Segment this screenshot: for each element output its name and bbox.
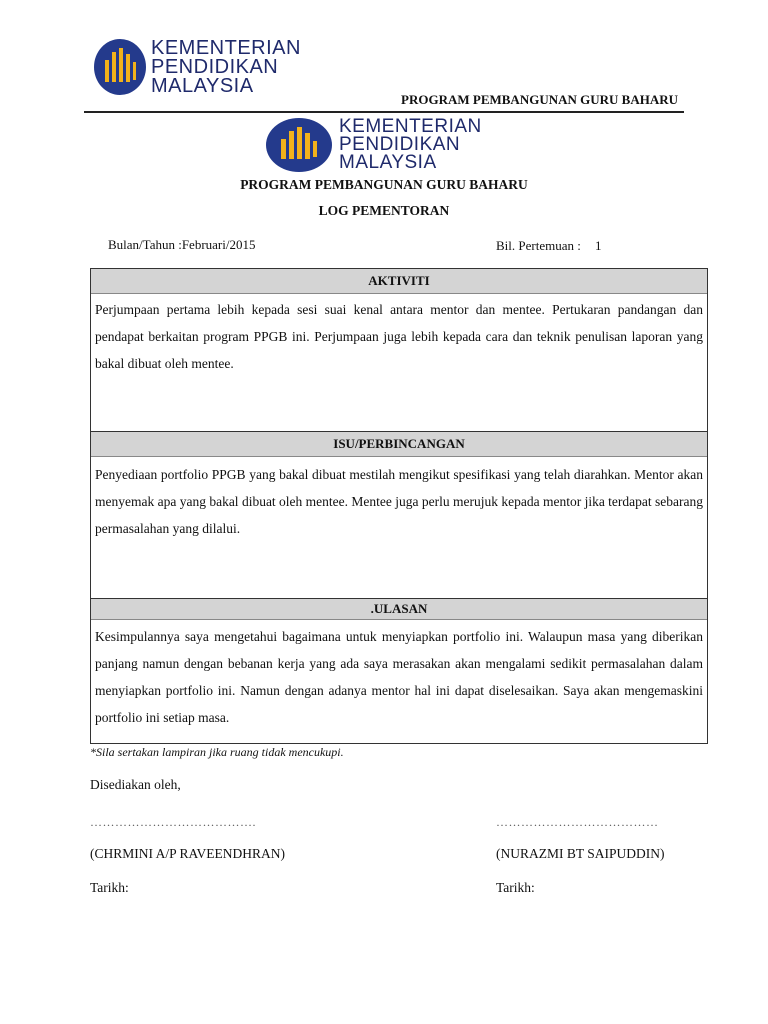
tarikh-left: Tarikh: bbox=[90, 880, 129, 895]
ulasan-section bbox=[90, 598, 708, 744]
logo-line-2: PENDIDIKAN bbox=[151, 55, 279, 78]
bil-pertemuan-value: 1 bbox=[595, 238, 602, 253]
logo-line-2: PENDIDIKAN bbox=[339, 133, 461, 155]
form-subtitle: LOG PEMENTORAN bbox=[318, 203, 450, 218]
logo-line-3: MALAYSIA bbox=[151, 74, 254, 97]
aktiviti-section bbox=[90, 268, 708, 432]
signature-line-left: …………………………………. bbox=[90, 815, 256, 829]
isu-body: Penyediaan portfolio PPGB yang bakal dibuat mestilah mengikut spesifikasi yang telah diarahkan. Mentor akan menyemak apa yang bakal dibuat oleh mentee. Mentee juga perlu merujuk kepada mentor jika terdapat sebarang permasalahan yang dilalui. bbox=[95, 467, 704, 536]
ulasan-body: Kesimpulannya saya mengetahui bagaimana untuk menyiapkan portfolio ini. Walaupun masa yang diberikan panjang namun dengan bebanan kerja yang ada saya merasakan akan mengalami sedikit permasalahan dalam menyiapkan portfolio ini. Namun dengan adanya mentor hal ini dapat diselesaikan. Saya akan mengemaskini portfolio ini setiap masa. bbox=[95, 629, 703, 725]
isu-heading: ISU/PERBINCANGAN bbox=[91, 432, 707, 457]
ministry-emblem-icon bbox=[265, 117, 333, 173]
name-mentee: (CHRMINI A/P RAVEENDHRAN) bbox=[90, 846, 286, 861]
tarikh-right: Tarikh: bbox=[496, 880, 535, 895]
header-divider bbox=[84, 111, 684, 113]
logo-line-1: KEMENTERIAN bbox=[339, 115, 482, 137]
form-title: PROGRAM PEMBANGUNAN GURU BAHARU bbox=[240, 177, 528, 192]
ministry-emblem-icon bbox=[93, 38, 147, 96]
isu-section bbox=[90, 431, 708, 599]
signature-line-right: ………………………………… bbox=[496, 815, 659, 829]
logo-line-1: KEMENTERIAN bbox=[151, 36, 301, 59]
lampiran-note: *Sila sertakan lampiran jika ruang tidak mencukupi. bbox=[90, 745, 344, 759]
bil-pertemuan-label: Bil. Pertemuan : bbox=[496, 238, 581, 253]
ministry-logo-center bbox=[265, 117, 482, 173]
aktiviti-body: Perjumpaan pertama lebih kepada sesi suai kenal antara mentor dan mentee. Pertukaran pandangan dan pendapat berkaitan program PPGB ini. Perjumpaan juga lebih kepada cara dan teknik penulisan laporan yang bakal dibuat oleh mentee. bbox=[95, 302, 703, 371]
ministry-logo-top bbox=[93, 38, 301, 96]
header-program-title: PROGRAM PEMBANGUNAN GURU BAHARU bbox=[401, 92, 678, 107]
bulan-tahun-field: Bulan/Tahun :Februari/2015 bbox=[108, 237, 256, 252]
aktiviti-heading: AKTIVITI bbox=[91, 269, 707, 294]
name-mentor: (NURAZMI BT SAIPUDDIN) bbox=[496, 846, 665, 861]
ulasan-heading: .ULASAN bbox=[91, 599, 707, 620]
logo-line-3: MALAYSIA bbox=[339, 152, 437, 174]
disediakan-label: Disediakan oleh, bbox=[90, 777, 181, 792]
